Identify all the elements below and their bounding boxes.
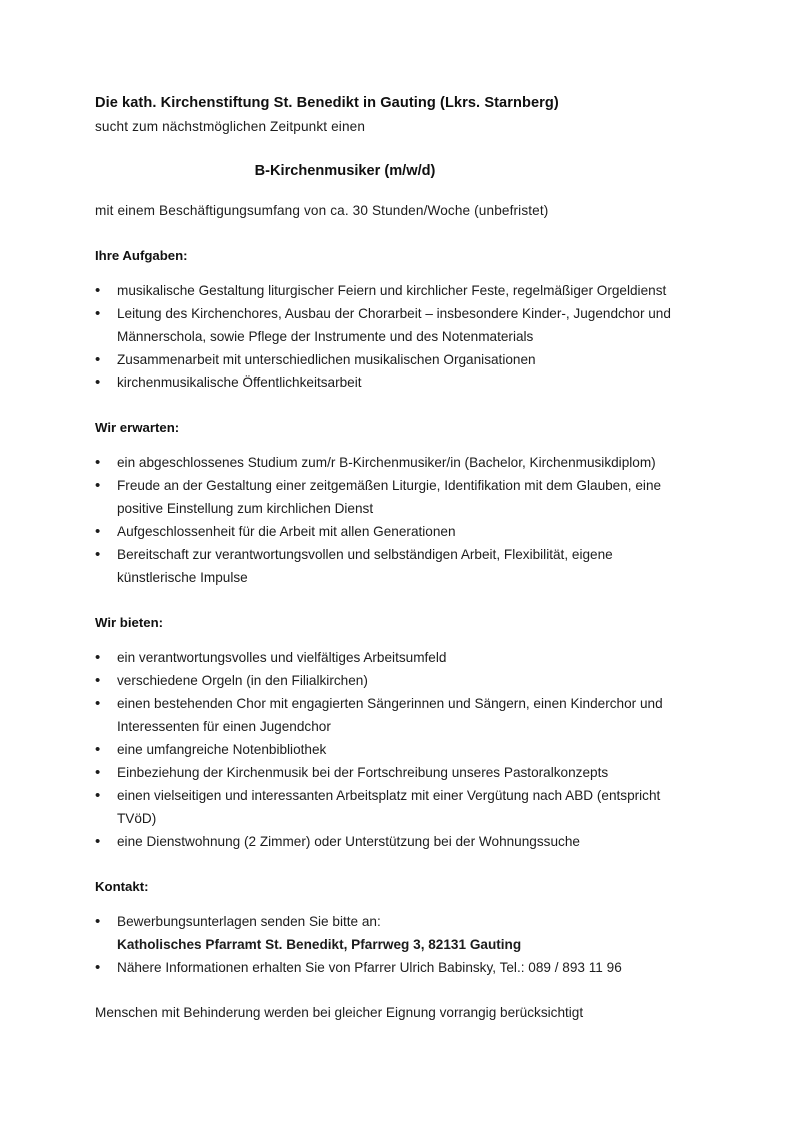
bullet-icon: • xyxy=(95,959,101,976)
list-item xyxy=(95,761,695,784)
list-item-text: ein abgeschlossenes Studium zum/r B-Kirchenmusiker/in (Bachelor, Kirchenmusikdiplom) xyxy=(117,455,656,470)
section-heading-expectations: Wir erwarten: xyxy=(95,420,180,435)
organisation-title: Die kath. Kirchenstiftung St. Benedikt in Gauting (Lkrs. Starnberg) xyxy=(95,95,559,111)
contact-list xyxy=(95,910,695,979)
bullet-icon: • xyxy=(95,764,101,781)
list-item xyxy=(95,910,695,956)
list-item-text: Aufgeschlossenheit für die Arbeit mit allen Generationen xyxy=(117,524,456,539)
list-item-text: Freude an der Gestaltung einer zeitgemäßen Liturgie, Identifikation mit dem Glauben, eine positive Einstellung zum kirchlichen Dienst xyxy=(117,478,662,516)
bullet-icon: • xyxy=(95,305,101,322)
list-item xyxy=(95,956,695,979)
bullet-icon: • xyxy=(95,351,101,368)
bullet-icon: • xyxy=(95,477,101,494)
list-item-text: eine umfangreiche Notenbibliothek xyxy=(117,742,327,757)
bullet-icon: • xyxy=(95,523,101,540)
list-item xyxy=(95,520,695,543)
section-heading-offer: Wir bieten: xyxy=(95,615,164,630)
list-item xyxy=(95,279,695,302)
spacer xyxy=(95,222,695,244)
list-item xyxy=(95,830,695,853)
list-item-text: Einbeziehung der Kirchenmusik bei der Fortschreibung unseres Pastoralkonzepts xyxy=(117,765,609,780)
job-title-heading: B-Kirchenmusiker (m/w/d) xyxy=(254,163,436,179)
bullet-icon: • xyxy=(95,282,101,299)
contact-address-text: Katholisches Pfarramt St. Benedikt, Pfarrweg 3, 82131 Gauting xyxy=(117,937,522,952)
list-item-text: verschiedene Orgeln (in den Filialkirchen) xyxy=(117,673,368,688)
spacer xyxy=(95,898,695,910)
list-item xyxy=(95,738,695,761)
list-item xyxy=(95,371,695,394)
employment-scope-line: mit einem Beschäftigungsumfang von ca. 30 Stunden/Woche (unbefristet) xyxy=(95,203,549,218)
spacer xyxy=(95,394,695,416)
bullet-icon: • xyxy=(95,374,101,391)
expectations-list xyxy=(95,451,695,589)
application-instruction-text: Bewerbungsunterlagen senden Sie bitte an: xyxy=(117,914,381,929)
list-item xyxy=(95,646,695,669)
spacer xyxy=(95,183,695,199)
list-item-text: einen vielseitigen und interessanten Arbeitsplatz mit einer Vergütung nach ABD (entspricht TVöD) xyxy=(117,788,661,826)
list-item xyxy=(95,543,695,589)
bullet-icon: • xyxy=(95,546,101,563)
tasks-list xyxy=(95,279,695,394)
intro-line: sucht zum nächstmöglichen Zeitpunkt einen xyxy=(95,119,366,134)
bullet-icon: • xyxy=(95,787,101,804)
list-item xyxy=(95,302,695,348)
list-item-text: Leitung des Kirchenchores, Ausbau der Chorarbeit – insbesondere Kinder-, Jugendchor und Männerschola, sowie Pflege der Instrumente und des Notenmaterials xyxy=(117,306,671,344)
list-item-text: eine Dienstwohnung (2 Zimmer) oder Unterstützung bei der Wohnungssuche xyxy=(117,834,580,849)
list-item-text: einen bestehenden Chor mit engagierten Sängerinnen und Sängern, einen Kinderchor und Interessenten für einen Jugendchor xyxy=(117,696,663,734)
bullet-icon: • xyxy=(95,741,101,758)
list-item-text: musikalische Gestaltung liturgischer Feiern und kirchlicher Feste, regelmäßiger Orgeldienst xyxy=(117,283,667,298)
bullet-icon: • xyxy=(95,695,101,712)
spacer xyxy=(95,589,695,611)
list-item xyxy=(95,692,695,738)
bullet-icon: • xyxy=(95,454,101,471)
list-item xyxy=(95,474,695,520)
spacer xyxy=(95,979,695,1001)
spacer xyxy=(95,267,695,279)
spacer xyxy=(95,853,695,875)
document-body xyxy=(95,92,695,1024)
spacer xyxy=(95,439,695,451)
spacer xyxy=(95,138,695,160)
list-item xyxy=(95,451,695,474)
section-heading-tasks: Ihre Aufgaben: xyxy=(95,248,188,263)
offer-list xyxy=(95,646,695,853)
equality-note: Menschen mit Behinderung werden bei gleicher Eignung vorrangig berücksichtigt xyxy=(95,1005,584,1020)
list-item-text: Bereitschaft zur verantwortungsvollen und selbständigen Arbeit, Flexibilität, eigene künstlerische Impulse xyxy=(117,547,613,585)
list-item xyxy=(95,669,695,692)
bullet-icon: • xyxy=(95,672,101,689)
contact-info-text: Nähere Informationen erhalten Sie von Pfarrer Ulrich Babinsky, Tel.: 089 / 893 11 96 xyxy=(117,960,622,975)
bullet-icon: • xyxy=(95,833,101,850)
list-item xyxy=(95,784,695,830)
spacer xyxy=(95,634,695,646)
section-heading-contact: Kontakt: xyxy=(95,879,149,894)
list-item-text: ein verantwortungsvolles und vielfältiges Arbeitsumfeld xyxy=(117,650,447,665)
list-item xyxy=(95,348,695,371)
list-item-text: Zusammenarbeit mit unterschiedlichen musikalischen Organisationen xyxy=(117,352,536,367)
bullet-icon: • xyxy=(95,913,101,930)
list-item-text: kirchenmusikalische Öffentlichkeitsarbeit xyxy=(117,375,362,390)
bullet-icon: • xyxy=(95,649,101,666)
